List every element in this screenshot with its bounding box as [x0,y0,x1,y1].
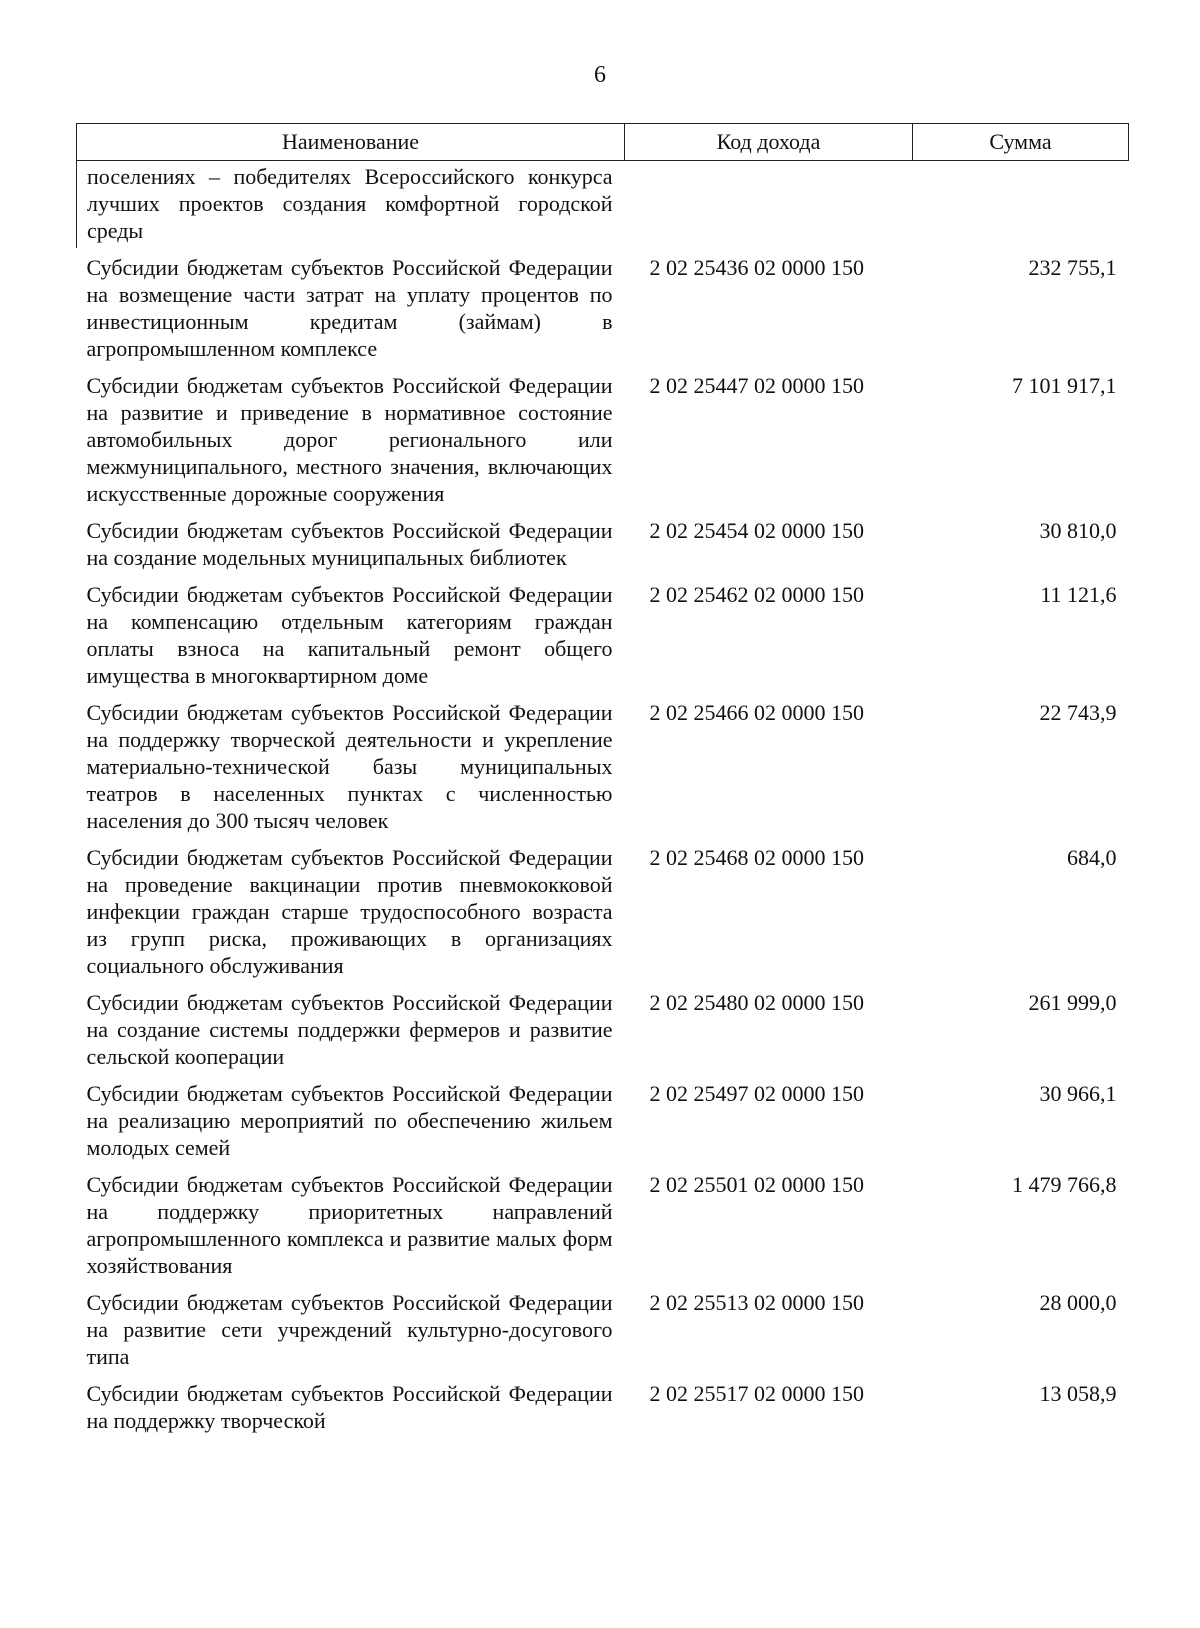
row-code: 2 02 25447 02 0000 150 [649,373,864,398]
table-row [77,161,1129,249]
table-row [77,983,1129,1074]
row-sum: 7 101 917,1 [1012,373,1117,398]
row-sum: 261 999,0 [1028,990,1117,1015]
row-sum [913,161,1129,249]
row-name: Субсидии бюджетам субъектов Российской Федерации на возмещение части затрат на уплату процентов по инвестиционным кредитам (займам) в агропромышленном комплексе [86,255,613,361]
row-name: Субсидии бюджетам субъектов Российской Федерации на создание системы поддержки фермеров и развитие сельской кооперации [86,990,613,1069]
row-name: Субсидии бюджетам субъектов Российской Федерации на поддержку творческой деятельности и укрепление материально-технической базы муниципальных театров в населенных пунктах с численностью населения до 300 тысяч человек [86,700,613,833]
row-sum: 11 121,6 [1040,582,1117,607]
table-header-row [77,124,1129,161]
table-row [77,366,1129,511]
table-row [77,1165,1129,1283]
row-code: 2 02 25468 02 0000 150 [649,845,864,870]
row-code: 2 02 25454 02 0000 150 [649,518,864,543]
page-number: 6 [594,62,606,88]
table-row [77,511,1129,575]
row-sum: 13 058,9 [1039,1381,1117,1406]
row-name: поселениях – победителях Всероссийского конкурса лучших проектов создания комфортной городской среды [77,161,625,249]
row-name: Субсидии бюджетам субъектов Российской Федерации на создание модельных муниципальных библиотек [86,518,613,570]
row-sum: 1 479 766,8 [1012,1172,1117,1197]
row-code: 2 02 25501 02 0000 150 [649,1172,864,1197]
header-sum: Сумма [913,124,1129,161]
row-sum: 22 743,9 [1039,700,1117,725]
header-name: Наименование [77,124,625,161]
row-sum: 28 000,0 [1039,1290,1117,1315]
row-code: 2 02 25517 02 0000 150 [649,1381,864,1406]
row-sum: 30 810,0 [1039,518,1117,543]
table-row [77,1374,1129,1438]
row-name: Субсидии бюджетам субъектов Российской Федерации на развитие и приведение в нормативное состояние автомобильных дорог регионального или межмуниципального, местного значения, включающих искусственные дорожные сооружения [86,373,613,506]
row-code: 2 02 25436 02 0000 150 [649,255,864,280]
row-name: Субсидии бюджетам субъектов Российской Федерации на развитие сети учреждений культурно-досугового типа [86,1290,613,1369]
table-row [77,248,1129,366]
row-sum: 30 966,1 [1039,1081,1117,1106]
table-row [77,1074,1129,1165]
row-code: 2 02 25462 02 0000 150 [649,582,864,607]
row-name: Субсидии бюджетам субъектов Российской Федерации на поддержку творческой [86,1381,613,1433]
row-code: 2 02 25497 02 0000 150 [649,1081,864,1106]
revenue-table [76,123,1129,1438]
row-name: Субсидии бюджетам субъектов Российской Федерации на проведение вакцинации против пневмококковой инфекции граждан старше трудоспособного возраста из групп риска, проживающих в организациях социального обслуживания [86,845,613,978]
table-row [77,838,1129,983]
row-code: 2 02 25513 02 0000 150 [649,1290,864,1315]
table-row [77,575,1129,693]
row-sum: 232 755,1 [1028,255,1117,280]
row-code: 2 02 25480 02 0000 150 [649,990,864,1015]
row-code: 2 02 25466 02 0000 150 [649,700,864,725]
row-name: Субсидии бюджетам субъектов Российской Федерации на поддержку приоритетных направлений агропромышленного комплекса и развитие малых форм хозяйствования [86,1172,613,1278]
row-sum: 684,0 [1067,845,1117,870]
table-body [77,161,1129,1439]
row-name: Субсидии бюджетам субъектов Российской Федерации на компенсацию отдельным категориям граждан оплаты взноса на капитальный ремонт общего имущества в многоквартирном доме [86,582,613,688]
row-name: Субсидии бюджетам субъектов Российской Федерации на реализацию мероприятий по обеспечению жильем молодых семей [86,1081,613,1160]
row-code [625,161,913,249]
table-row [77,693,1129,838]
table-row [77,1283,1129,1374]
header-code: Код дохода [625,124,913,161]
